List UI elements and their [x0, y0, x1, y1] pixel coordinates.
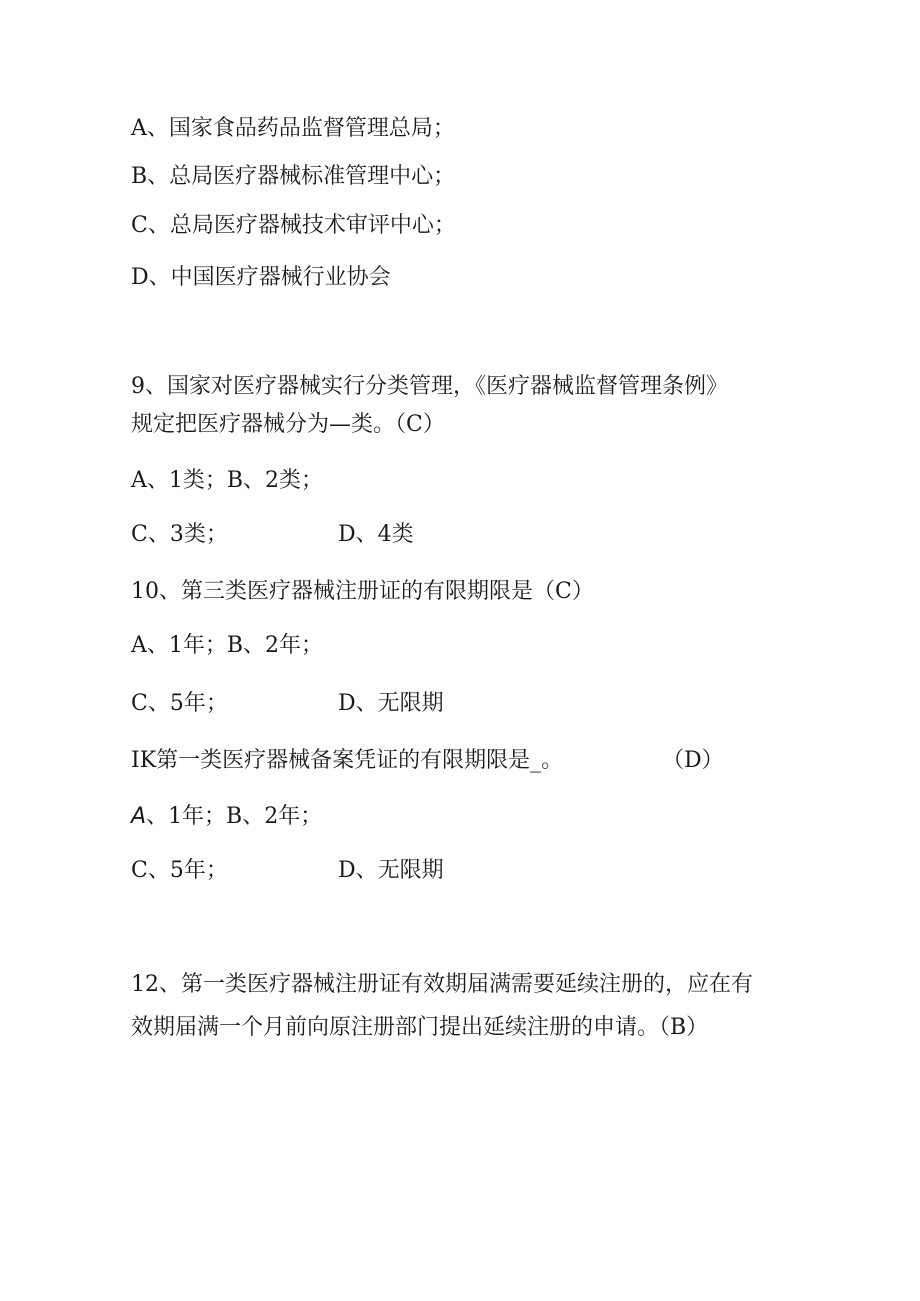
q8-option-a: A、国家食品药品监督管理总局；	[131, 116, 455, 141]
q11-option-ab	[131, 802, 322, 832]
q10-stem: 10、第三类医疗器械注册证的有限期限是（C）	[131, 579, 594, 604]
q8-option-c: C、总局医疗器械技术审评中心；	[131, 213, 456, 238]
q11-option-c: C、5年；	[131, 858, 228, 883]
q11-option-a-letter: A	[131, 804, 147, 829]
q9-option-d: D、4类	[338, 522, 414, 547]
q8-option-b: B、总局医疗器械标准管理中心；	[131, 164, 456, 189]
q12-stem-line1: 12、第一类医疗器械注册证有效期届满需要延续注册的，应在有	[131, 972, 753, 997]
q8-option-d: D、中国医疗器械行业协会	[131, 265, 391, 290]
q10-option-ab: A、1年；B、2年；	[131, 633, 324, 658]
q11-answer: （D）	[662, 748, 724, 773]
q9-option-ab: A、1类；B、2类；	[131, 468, 324, 493]
q11-stem: IK第一类医疗器械备案凭证的有限期限是_。	[131, 748, 564, 773]
q10-option-d: D、无限期	[338, 691, 444, 716]
q9-option-c: C、3类；	[131, 522, 228, 547]
q11-option-ab-rest: 、1年；B、2年；	[146, 804, 323, 829]
q10-option-c: C、5年；	[131, 691, 228, 716]
q11-option-d: D、无限期	[338, 858, 444, 883]
q9-stem-line1: 9、国家对医疗器械实行分类管理，《医疗器械监督管理条例》	[131, 374, 728, 399]
q12-stem-line2: 效期届满一个月前向原注册部门提出延续注册的申请。（B）	[131, 1015, 709, 1040]
q9-stem-line2: 规定把医疗器械分为—类。（C）	[131, 412, 445, 437]
